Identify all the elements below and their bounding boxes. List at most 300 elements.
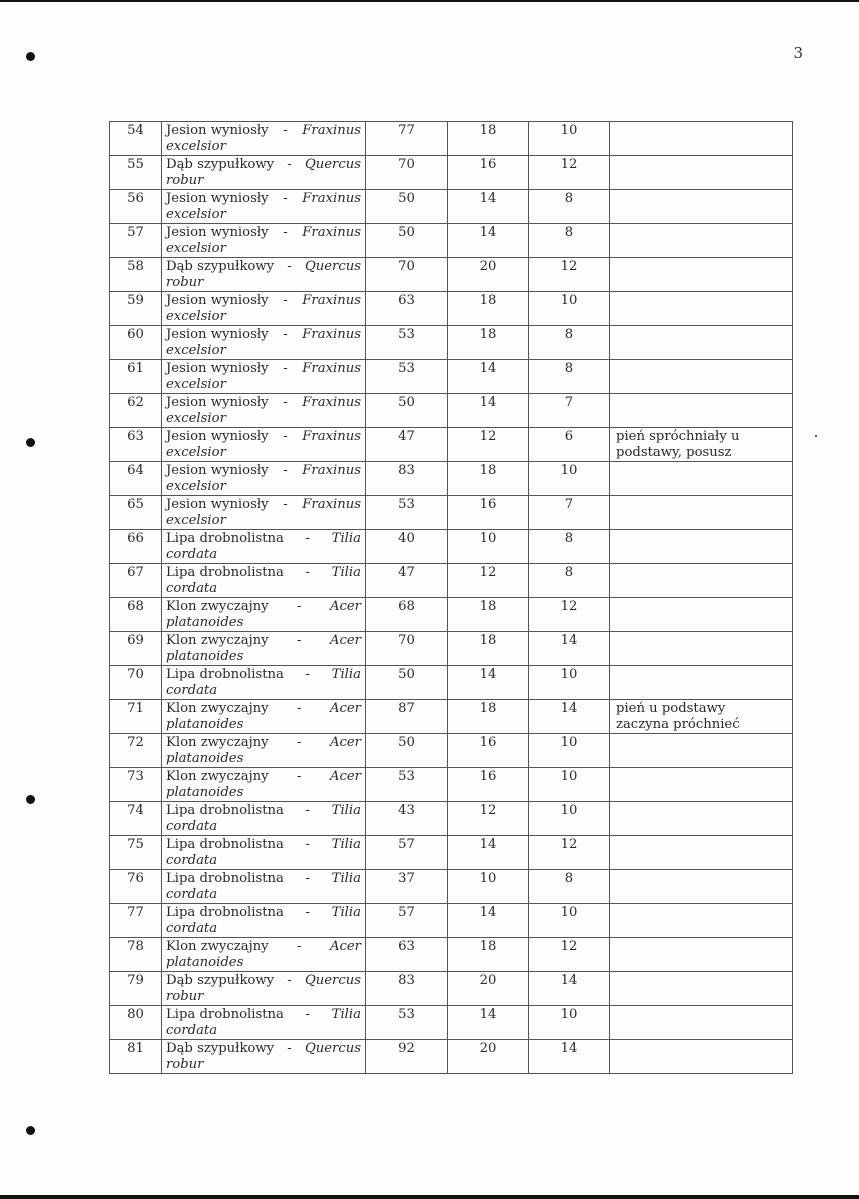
tree-height: 10 — [448, 530, 529, 564]
table-row — [110, 666, 793, 700]
notes-cell — [610, 394, 793, 428]
species-dash: - — [287, 973, 292, 988]
tree-height: 18 — [448, 122, 529, 156]
tree-height: 12 — [448, 802, 529, 836]
species-common-name: Dąb szypułkowy — [166, 157, 275, 172]
trunk-circumference: 53 — [366, 326, 448, 360]
species-common-name: Klon zwyczajny — [166, 599, 269, 614]
tree-height: 18 — [448, 462, 529, 496]
crown-diameter: 14 — [529, 700, 610, 734]
species-latin-epithet: cordata — [166, 887, 218, 902]
species-cell — [162, 564, 366, 598]
tree-number: 66 — [110, 530, 162, 564]
species-cell — [162, 904, 366, 938]
tree-height: 20 — [448, 972, 529, 1006]
species-latin-epithet: robur — [166, 275, 204, 290]
tree-number: 64 — [110, 462, 162, 496]
notes-cell — [610, 360, 793, 394]
table-row — [110, 802, 793, 836]
table-row — [110, 530, 793, 564]
species-latin-genus: Tilia — [331, 837, 361, 852]
species-common-name: Klon zwyczajny — [166, 701, 269, 716]
trunk-circumference: 37 — [366, 870, 448, 904]
table-row — [110, 462, 793, 496]
species-cell — [162, 700, 366, 734]
trunk-circumference: 83 — [366, 972, 448, 1006]
species-latin-epithet: cordata — [166, 1023, 218, 1038]
notes-cell — [610, 462, 793, 496]
species-common-name: Dąb szypułkowy — [166, 259, 275, 274]
species-latin-epithet: platanoides — [166, 615, 244, 630]
crown-diameter: 14 — [529, 1040, 610, 1074]
species-dash: - — [297, 769, 302, 784]
species-cell — [162, 768, 366, 802]
species-dash: - — [283, 293, 288, 308]
species-latin-epithet: platanoides — [166, 751, 244, 766]
species-common-name: Jesion wyniosły — [166, 361, 269, 376]
tree-number: 61 — [110, 360, 162, 394]
species-dash: - — [287, 1041, 292, 1056]
species-cell — [162, 394, 366, 428]
crown-diameter: 12 — [529, 258, 610, 292]
species-latin-epithet: cordata — [166, 853, 218, 868]
trunk-circumference: 70 — [366, 632, 448, 666]
table-row — [110, 734, 793, 768]
trunk-circumference: 53 — [366, 1006, 448, 1040]
table-row — [110, 122, 793, 156]
species-latin-epithet: cordata — [166, 921, 218, 936]
species-latin-genus: Fraxinus — [302, 497, 361, 512]
tree-height: 16 — [448, 768, 529, 802]
crown-diameter: 8 — [529, 326, 610, 360]
species-dash: - — [305, 905, 311, 920]
species-dash: - — [283, 123, 288, 138]
species-dash: - — [305, 837, 311, 852]
punch-hole-mark — [26, 1126, 35, 1135]
species-latin-genus: Acer — [329, 735, 361, 750]
crown-diameter: 8 — [529, 190, 610, 224]
species-latin-genus: Tilia — [331, 871, 361, 886]
species-cell — [162, 224, 366, 258]
species-latin-epithet: excelsior — [166, 445, 226, 460]
table-row — [110, 258, 793, 292]
crown-diameter: 8 — [529, 530, 610, 564]
notes-cell — [610, 768, 793, 802]
trunk-circumference: 87 — [366, 700, 448, 734]
tree-height: 10 — [448, 870, 529, 904]
trunk-circumference: 57 — [366, 904, 448, 938]
species-latin-genus: Fraxinus — [302, 429, 361, 444]
notes-cell — [610, 938, 793, 972]
tree-height: 20 — [448, 1040, 529, 1074]
crown-diameter: 12 — [529, 836, 610, 870]
species-cell — [162, 870, 366, 904]
species-common-name: Dąb szypułkowy — [166, 973, 275, 988]
note-line: podstawy, posusz — [616, 445, 732, 460]
tree-number: 73 — [110, 768, 162, 802]
table-row — [110, 768, 793, 802]
tree-number: 67 — [110, 564, 162, 598]
trunk-circumference: 53 — [366, 768, 448, 802]
species-cell — [162, 326, 366, 360]
species-latin-genus: Fraxinus — [302, 191, 361, 206]
tree-number: 71 — [110, 700, 162, 734]
species-dash: - — [283, 361, 288, 376]
table-row — [110, 972, 793, 1006]
species-common-name: Lipa drobnolistna — [166, 905, 284, 920]
notes-cell — [610, 666, 793, 700]
species-latin-genus: Fraxinus — [302, 327, 361, 342]
crown-diameter: 8 — [529, 224, 610, 258]
notes-cell — [610, 632, 793, 666]
notes-cell — [610, 598, 793, 632]
notes-cell — [610, 258, 793, 292]
species-dash: - — [283, 497, 288, 512]
trunk-circumference: 70 — [366, 258, 448, 292]
species-latin-epithet: platanoides — [166, 955, 244, 970]
species-cell — [162, 802, 366, 836]
species-cell — [162, 530, 366, 564]
note-line: pień u podstawy — [616, 701, 726, 716]
tree-number: 60 — [110, 326, 162, 360]
table-row — [110, 632, 793, 666]
crown-diameter: 8 — [529, 870, 610, 904]
notes-cell — [610, 224, 793, 258]
notes-cell — [610, 530, 793, 564]
tree-number: 65 — [110, 496, 162, 530]
trunk-circumference: 92 — [366, 1040, 448, 1074]
species-common-name: Lipa drobnolistna — [166, 667, 284, 682]
tree-number: 80 — [110, 1006, 162, 1040]
species-cell — [162, 836, 366, 870]
species-cell — [162, 122, 366, 156]
trunk-circumference: 77 — [366, 122, 448, 156]
tree-height: 18 — [448, 632, 529, 666]
species-cell — [162, 496, 366, 530]
species-latin-genus: Fraxinus — [302, 123, 361, 138]
crown-diameter: 10 — [529, 904, 610, 938]
crown-diameter: 7 — [529, 394, 610, 428]
notes-cell — [610, 1040, 793, 1074]
table-row — [110, 938, 793, 972]
punch-hole-mark — [26, 438, 35, 447]
species-latin-epithet: excelsior — [166, 139, 226, 154]
species-latin-genus: Tilia — [331, 803, 361, 818]
trunk-circumference: 43 — [366, 802, 448, 836]
species-common-name: Jesion wyniosły — [166, 327, 269, 342]
species-latin-genus: Fraxinus — [302, 293, 361, 308]
species-latin-epithet: excelsior — [166, 241, 226, 256]
species-dash: - — [287, 259, 292, 274]
species-cell — [162, 972, 366, 1006]
species-latin-genus: Quercus — [304, 973, 361, 988]
species-common-name: Jesion wyniosły — [166, 429, 269, 444]
crown-diameter: 10 — [529, 122, 610, 156]
species-latin-genus: Acer — [329, 769, 361, 784]
tree-number: 58 — [110, 258, 162, 292]
notes-cell — [610, 802, 793, 836]
crown-diameter: 12 — [529, 938, 610, 972]
species-common-name: Jesion wyniosły — [166, 225, 269, 240]
species-latin-epithet: robur — [166, 173, 204, 188]
note-line: zaczyna próchnieć — [616, 717, 740, 732]
species-latin-epithet: cordata — [166, 547, 218, 562]
punch-hole-mark — [26, 52, 35, 61]
tree-height: 12 — [448, 428, 529, 462]
species-dash: - — [305, 803, 311, 818]
species-cell — [162, 292, 366, 326]
notes-cell — [610, 156, 793, 190]
notes-cell — [610, 190, 793, 224]
notes-cell — [610, 904, 793, 938]
species-latin-epithet: excelsior — [166, 207, 226, 222]
species-common-name: Lipa drobnolistna — [166, 565, 284, 580]
species-latin-genus: Tilia — [331, 1007, 361, 1022]
tree-height: 14 — [448, 836, 529, 870]
tree-number: 62 — [110, 394, 162, 428]
table-row — [110, 224, 793, 258]
trunk-circumference: 57 — [366, 836, 448, 870]
species-latin-epithet: excelsior — [166, 377, 226, 392]
tree-inventory-table — [109, 121, 793, 1074]
species-dash: - — [297, 939, 302, 954]
table-row — [110, 156, 793, 190]
crown-diameter: 10 — [529, 666, 610, 700]
tree-number: 74 — [110, 802, 162, 836]
notes-cell — [610, 870, 793, 904]
tree-number: 54 — [110, 122, 162, 156]
species-dash: - — [283, 463, 288, 478]
tree-height: 18 — [448, 292, 529, 326]
tree-number: 68 — [110, 598, 162, 632]
tree-height: 16 — [448, 734, 529, 768]
tree-height: 14 — [448, 666, 529, 700]
trunk-circumference: 50 — [366, 734, 448, 768]
species-latin-epithet: cordata — [166, 581, 218, 596]
notes-cell — [610, 292, 793, 326]
crown-diameter: 10 — [529, 1006, 610, 1040]
table-row — [110, 360, 793, 394]
notes-cell — [610, 564, 793, 598]
notes-cell — [610, 496, 793, 530]
species-common-name: Klon zwyczajny — [166, 939, 269, 954]
notes-cell — [610, 428, 793, 462]
trunk-circumference: 47 — [366, 428, 448, 462]
species-latin-epithet: excelsior — [166, 343, 226, 358]
species-latin-genus: Quercus — [304, 1041, 361, 1056]
crown-diameter: 12 — [529, 598, 610, 632]
table-row — [110, 394, 793, 428]
species-dash: - — [283, 225, 288, 240]
tree-number: 78 — [110, 938, 162, 972]
trunk-circumference: 40 — [366, 530, 448, 564]
species-latin-genus: Acer — [329, 701, 361, 716]
species-common-name: Lipa drobnolistna — [166, 531, 284, 546]
tree-height: 14 — [448, 360, 529, 394]
species-common-name: Lipa drobnolistna — [166, 803, 284, 818]
notes-cell — [610, 700, 793, 734]
trunk-circumference: 47 — [366, 564, 448, 598]
notes-cell — [610, 326, 793, 360]
notes-cell — [610, 972, 793, 1006]
crown-diameter: 8 — [529, 360, 610, 394]
note-line: pień spróchniały u — [616, 429, 740, 444]
crown-diameter: 12 — [529, 156, 610, 190]
tree-number: 79 — [110, 972, 162, 1006]
tree-number: 56 — [110, 190, 162, 224]
table-row — [110, 496, 793, 530]
tree-height: 14 — [448, 394, 529, 428]
table-row — [110, 870, 793, 904]
table-row — [110, 1006, 793, 1040]
tree-height: 18 — [448, 700, 529, 734]
trunk-circumference: 68 — [366, 598, 448, 632]
trunk-circumference: 50 — [366, 190, 448, 224]
tree-number: 57 — [110, 224, 162, 258]
tree-height: 16 — [448, 156, 529, 190]
tree-height: 12 — [448, 564, 529, 598]
species-latin-epithet: excelsior — [166, 479, 226, 494]
species-cell — [162, 938, 366, 972]
species-common-name: Klon zwyczajny — [166, 633, 269, 648]
species-dash: - — [283, 191, 288, 206]
tree-number: 77 — [110, 904, 162, 938]
tree-number: 75 — [110, 836, 162, 870]
tree-number: 59 — [110, 292, 162, 326]
species-cell — [162, 598, 366, 632]
species-cell — [162, 666, 366, 700]
species-latin-genus: Fraxinus — [302, 463, 361, 478]
tree-number: 70 — [110, 666, 162, 700]
tree-height: 18 — [448, 598, 529, 632]
table-row — [110, 700, 793, 734]
species-dash: - — [297, 633, 302, 648]
table-row — [110, 326, 793, 360]
tree-number: 63 — [110, 428, 162, 462]
species-common-name: Jesion wyniosły — [166, 123, 269, 138]
species-cell — [162, 462, 366, 496]
species-latin-epithet: excelsior — [166, 513, 226, 528]
species-dash: - — [283, 429, 288, 444]
species-latin-genus: Quercus — [304, 157, 361, 172]
species-cell — [162, 360, 366, 394]
species-dash: - — [287, 157, 292, 172]
tree-number: 72 — [110, 734, 162, 768]
crown-diameter: 10 — [529, 292, 610, 326]
species-dash: - — [305, 667, 311, 682]
crown-diameter: 14 — [529, 972, 610, 1006]
notes-cell — [610, 734, 793, 768]
trunk-circumference: 50 — [366, 666, 448, 700]
species-latin-genus: Tilia — [331, 905, 361, 920]
notes-cell — [610, 1006, 793, 1040]
notes-cell — [610, 836, 793, 870]
tree-number: 55 — [110, 156, 162, 190]
species-latin-genus: Tilia — [331, 667, 361, 682]
species-dash: - — [305, 565, 311, 580]
species-cell — [162, 632, 366, 666]
species-dash: - — [297, 701, 302, 716]
species-latin-genus: Acer — [329, 633, 361, 648]
species-common-name: Jesion wyniosły — [166, 463, 269, 478]
species-common-name: Lipa drobnolistna — [166, 837, 284, 852]
species-latin-genus: Fraxinus — [302, 361, 361, 376]
species-common-name: Klon zwyczajny — [166, 769, 269, 784]
species-latin-genus: Tilia — [331, 565, 361, 580]
species-dash: - — [283, 395, 288, 410]
species-common-name: Jesion wyniosły — [166, 395, 269, 410]
table-row — [110, 836, 793, 870]
tree-table-body — [110, 122, 793, 1074]
table-row — [110, 904, 793, 938]
table-row — [110, 292, 793, 326]
tree-height: 14 — [448, 904, 529, 938]
species-cell — [162, 156, 366, 190]
tree-number: 81 — [110, 1040, 162, 1074]
crown-diameter: 10 — [529, 734, 610, 768]
species-latin-epithet: platanoides — [166, 649, 244, 664]
tree-number: 69 — [110, 632, 162, 666]
trunk-circumference: 63 — [366, 292, 448, 326]
species-cell — [162, 1040, 366, 1074]
species-common-name: Jesion wyniosły — [166, 191, 269, 206]
punch-hole-mark — [26, 795, 35, 804]
species-latin-genus: Tilia — [331, 531, 361, 546]
crown-diameter: 10 — [529, 802, 610, 836]
species-cell — [162, 1006, 366, 1040]
species-latin-genus: Fraxinus — [302, 225, 361, 240]
species-common-name: Dąb szypułkowy — [166, 1041, 275, 1056]
trunk-circumference: 83 — [366, 462, 448, 496]
species-latin-epithet: excelsior — [166, 411, 226, 426]
table-row — [110, 1040, 793, 1074]
tree-height: 14 — [448, 1006, 529, 1040]
species-cell — [162, 258, 366, 292]
tree-height: 14 — [448, 224, 529, 258]
species-latin-genus: Fraxinus — [302, 395, 361, 410]
species-cell — [162, 734, 366, 768]
crown-diameter: 6 — [529, 428, 610, 462]
species-latin-genus: Quercus — [304, 259, 361, 274]
species-dash: - — [297, 599, 302, 614]
tree-height: 18 — [448, 938, 529, 972]
crown-diameter: 10 — [529, 462, 610, 496]
species-latin-epithet: platanoides — [166, 717, 244, 732]
species-cell — [162, 190, 366, 224]
table-row — [110, 428, 793, 462]
crown-diameter: 7 — [529, 496, 610, 530]
table-row — [110, 190, 793, 224]
notes-cell — [610, 122, 793, 156]
trunk-circumference: 53 — [366, 496, 448, 530]
table-row — [110, 598, 793, 632]
species-dash: - — [305, 1007, 311, 1022]
trunk-circumference: 50 — [366, 224, 448, 258]
species-common-name: Klon zwyczajny — [166, 735, 269, 750]
tree-height: 20 — [448, 258, 529, 292]
tree-height: 18 — [448, 326, 529, 360]
trunk-circumference: 50 — [366, 394, 448, 428]
species-cell — [162, 428, 366, 462]
scan-speck — [815, 435, 817, 437]
trunk-circumference: 53 — [366, 360, 448, 394]
species-latin-epithet: robur — [166, 1057, 204, 1072]
species-common-name: Lipa drobnolistna — [166, 1007, 284, 1022]
species-latin-epithet: cordata — [166, 683, 218, 698]
table-row — [110, 564, 793, 598]
species-common-name: Jesion wyniosły — [166, 293, 269, 308]
species-latin-epithet: excelsior — [166, 309, 226, 324]
